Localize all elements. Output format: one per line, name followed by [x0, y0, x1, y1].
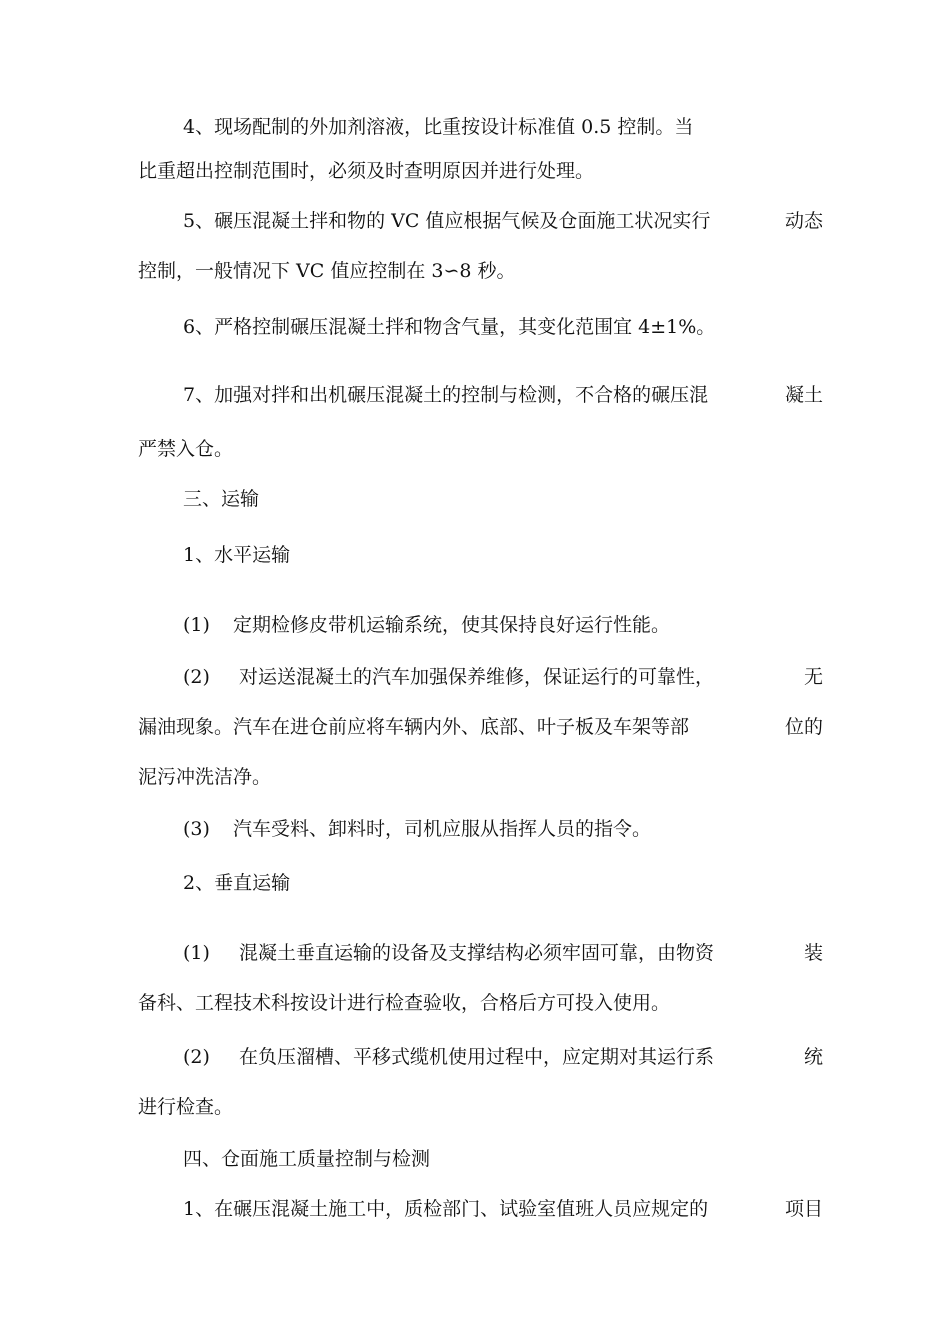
para-7-line-1: [183, 382, 823, 408]
vertical-item-1-line-2: 备科、工程技术科按设计进行检查验收，合格后方可投入使用。: [138, 992, 671, 1014]
para-7-line-2: 严禁入仓。: [138, 438, 234, 460]
vertical-item-2-line-2: 进行检查。: [138, 1096, 234, 1118]
text-run: 位的: [784, 716, 823, 738]
text-run: 1、在碾压混凝土施工中，质检部门、试验室值班人员应规定的: [183, 1198, 709, 1220]
para-4-line-1: 4、现场配制的外加剂溶液，比重按设计标准值 0.5 控制。当: [183, 116, 694, 138]
text-run: 项目: [784, 1198, 823, 1220]
text-run: 5、碾压混凝土拌和物的 VC 值应根据气候及仓面施工状况实行: [183, 210, 711, 232]
list-number: (1): [183, 942, 210, 964]
text-run: 统: [803, 1046, 823, 1068]
list-number: (3): [183, 818, 210, 840]
para-4-1-line-1: [183, 1196, 823, 1222]
text-run: 在负压溜槽、平移式缆机使用过程中，应定期对其运行系: [239, 1046, 715, 1068]
text-run: 漏油现象。汽车在进仓前应将车辆内外、底部、叶子板及车架等部: [138, 716, 690, 738]
section-heading-4: 四、仓面施工质量控制与检测: [183, 1148, 431, 1170]
text-run: 凝土: [784, 384, 823, 406]
list-item-2-line-3: 泥污冲洗洁净。: [138, 766, 272, 788]
text-run: 7、加强对拌和出机碾压混凝土的控制与检测，不合格的碾压混: [183, 384, 709, 406]
para-5-line-2: 控制，一般情况下 VC 值应控制在 3∽8 秒。: [138, 260, 516, 282]
text-run: 对运送混凝土的汽车加强保养维修，保证运行的可靠性，: [239, 666, 715, 688]
list-item-1-line-1: [183, 612, 670, 638]
subheading-vertical-transport: 2、垂直运输: [183, 872, 291, 894]
subheading-horizontal-transport: 1、水平运输: [183, 544, 291, 566]
vertical-item-1-line-1: [183, 940, 823, 966]
section-heading-3: 三、运输: [183, 488, 260, 510]
list-item-3-line-1: [183, 816, 651, 842]
para-6-line-1: 6、严格控制碾压混凝土拌和物含气量，其变化范围宜 4±1%。: [183, 316, 716, 338]
list-number: (1): [183, 614, 210, 636]
text-run: 混凝土垂直运输的设备及支撑结构必须牢固可靠，由物资: [239, 942, 715, 964]
text-run: 动态: [784, 210, 823, 232]
text-run: 装: [803, 942, 823, 964]
text-run: 无: [803, 666, 823, 688]
list-number: (2): [183, 666, 210, 688]
para-5-line-1: [183, 208, 823, 234]
list-item-2-line-2: [138, 714, 823, 740]
para-4-line-2: 比重超出控制范围时，必须及时查明原因并进行处理。: [138, 160, 595, 182]
text-run: 定期检修皮带机运输系统，使其保持良好运行性能。: [233, 614, 671, 636]
list-item-2-line-1: [183, 664, 823, 690]
list-number: (2): [183, 1046, 210, 1068]
vertical-item-2-line-1: [183, 1044, 823, 1070]
text-run: 汽车受料、卸料时，司机应服从指挥人员的指令。: [233, 818, 652, 840]
